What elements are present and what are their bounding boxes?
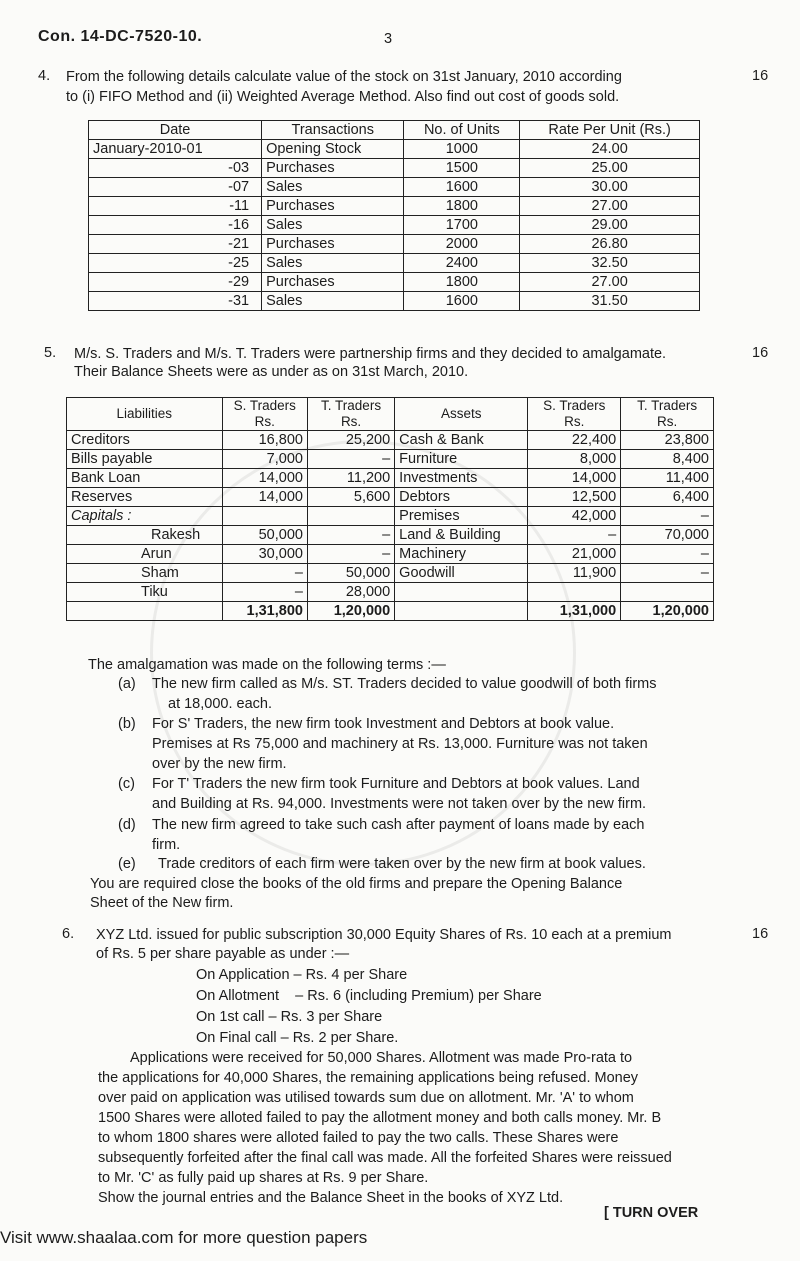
liability-name: Bills payable: [67, 450, 223, 469]
liability-name: Sham: [67, 564, 223, 583]
s-liability-value: [222, 507, 307, 526]
stock-rate: 30.00: [520, 178, 700, 197]
stock-rate: 26.80: [520, 235, 700, 254]
s-asset-value: 8,000: [528, 450, 621, 469]
stock-units: 2400: [404, 254, 520, 273]
q6-final-instruction: Show the journal entries and the Balance Sheet in the books of XYZ Ltd.: [98, 1190, 564, 1206]
asset-name: Machinery: [395, 545, 528, 564]
col-rate: Rate Per Unit (Rs.): [520, 121, 700, 140]
col-date: Date: [89, 121, 262, 140]
stock-units: 2000: [404, 235, 520, 254]
s-asset-value: 11,900: [528, 564, 621, 583]
stock-rate: 29.00: [520, 216, 700, 235]
stock-row: [89, 235, 700, 254]
stock-date: -16: [89, 216, 262, 235]
col-s-traders-liab: S. Traders Rs.: [222, 398, 307, 431]
term-text-line: The new firm agreed to take such cash after payment of loans made by each: [152, 817, 645, 833]
stock-rate: 27.00: [520, 273, 700, 292]
stock-row: [89, 273, 700, 292]
total-liability-name: [67, 602, 223, 621]
stock-date: -03: [89, 159, 262, 178]
liability-name: Rakesh: [67, 526, 223, 545]
stock-transaction: Sales: [262, 216, 404, 235]
t-asset-value: –: [621, 507, 714, 526]
balance-sheet-row: [67, 488, 714, 507]
q6-para-line1: Applications were received for 50,000 Shares. Allotment was made Pro-rata to: [130, 1050, 633, 1066]
t-asset-value: 11,400: [621, 469, 714, 488]
q6-number: 6.: [62, 926, 75, 942]
s-liability-value: 7,000: [222, 450, 307, 469]
balance-sheet-row: [67, 583, 714, 602]
stock-row: [89, 197, 700, 216]
q4-marks: 16: [752, 68, 769, 84]
q6-para-line5: to whom 1800 shares were alloted failed to pay the two calls. These Shares were: [98, 1130, 619, 1146]
s-liability-value: 14,000: [222, 488, 307, 507]
term-text-line: over by the new firm.: [152, 756, 287, 772]
balance-sheet-row: [67, 545, 714, 564]
asset-name: Investments: [395, 469, 528, 488]
s-asset-value: 42,000: [528, 507, 621, 526]
stock-transaction: Purchases: [262, 159, 404, 178]
q5-text-line2: Their Balance Sheets were as under as on 31st March, 2010.: [74, 364, 469, 380]
q5-closing-line1: You are required close the books of the old firms and prepare the Opening Balance: [90, 876, 623, 892]
term-text-line: Trade creditors of each firm were taken over by the new firm at book values.: [158, 856, 646, 872]
s-liability-value: –: [222, 583, 307, 602]
stock-date: -25: [89, 254, 262, 273]
stock-row: [89, 140, 700, 159]
total-s-liability-value: 1,31,800: [222, 602, 307, 621]
t-asset-value: 8,400: [621, 450, 714, 469]
q5-marks: 16: [752, 345, 769, 361]
term-label: (c): [118, 776, 135, 792]
s-asset-value: 14,000: [528, 469, 621, 488]
q6-para-line3: over paid on application was utilised towards sum due on allotment. Mr. 'A' to whom: [98, 1090, 634, 1106]
stock-date: -29: [89, 273, 262, 292]
stock-date: January-2010-01: [89, 140, 262, 159]
term-label: (d): [118, 817, 136, 833]
total-s-asset-value: 1,31,000: [528, 602, 621, 621]
s-liability-value: 16,800: [222, 431, 307, 450]
total-asset-name: [395, 602, 528, 621]
term-label: (e): [118, 856, 136, 872]
s-liability-value: 30,000: [222, 545, 307, 564]
stock-units: 1500: [404, 159, 520, 178]
balance-sheet-row: [67, 564, 714, 583]
term-label: (a): [118, 676, 136, 692]
asset-name: Premises: [395, 507, 528, 526]
stock-units: 1600: [404, 292, 520, 311]
stock-table-header: [89, 121, 700, 140]
stock-transaction: Sales: [262, 178, 404, 197]
col-liabilities: Liabilities: [67, 398, 223, 431]
balance-sheet-row: [67, 450, 714, 469]
liability-name: Creditors: [67, 431, 223, 450]
term-text-line: firm.: [152, 837, 181, 853]
stock-date: -11: [89, 197, 262, 216]
s-asset-value: 22,400: [528, 431, 621, 450]
asset-name: Cash & Bank: [395, 431, 528, 450]
t-asset-value: 70,000: [621, 526, 714, 545]
term-text-line: For T' Traders the new firm took Furniture and Debtors at book values. Land: [152, 776, 640, 792]
paper-code: Con. 14-DC-7520-10.: [38, 28, 203, 45]
stock-row: [89, 216, 700, 235]
schedule-allotment: On Allotment – Rs. 6 (including Premium) per Share: [196, 988, 542, 1004]
col-units: No. of Units: [404, 121, 520, 140]
col-t-traders-liab: T. Traders Rs.: [307, 398, 394, 431]
liability-name: Tiku: [67, 583, 223, 602]
stock-rate: 32.50: [520, 254, 700, 273]
asset-name: Furniture: [395, 450, 528, 469]
schedule-application: On Application – Rs. 4 per Share: [196, 967, 408, 983]
q6-marks: 16: [752, 926, 769, 942]
t-liability-value: –: [307, 450, 394, 469]
t-liability-value: 28,000: [307, 583, 394, 602]
stock-transaction: Sales: [262, 292, 404, 311]
s-liability-value: –: [222, 564, 307, 583]
q6-para-line6: subsequently forfeited after the final call was made. All the forfeited Shares were reissued: [98, 1150, 672, 1166]
t-liability-value: [307, 507, 394, 526]
stock-units: 1800: [404, 197, 520, 216]
liability-name: Bank Loan: [67, 469, 223, 488]
liability-name: Reserves: [67, 488, 223, 507]
q6-para-line2: the applications for 40,000 Shares, the remaining applications being refused. Money: [98, 1070, 639, 1086]
s-asset-value: 12,500: [528, 488, 621, 507]
page-number: 3: [384, 31, 393, 47]
asset-name: [395, 583, 528, 602]
balance-sheet-table: [66, 397, 714, 621]
stock-row: [89, 159, 700, 178]
stock-transaction: Purchases: [262, 235, 404, 254]
balance-sheet-row: [67, 469, 714, 488]
asset-name: Goodwill: [395, 564, 528, 583]
balance-sheet-row: [67, 431, 714, 450]
schedule-final-call: On Final call – Rs. 2 per Share.: [196, 1030, 399, 1046]
balance-sheet-header: [67, 398, 714, 431]
q4-number: 4.: [38, 68, 51, 84]
t-asset-value: 6,400: [621, 488, 714, 507]
liability-name: Arun: [67, 545, 223, 564]
stock-row: [89, 292, 700, 311]
stock-transaction: Purchases: [262, 273, 404, 292]
s-liability-value: 14,000: [222, 469, 307, 488]
t-liability-value: 11,200: [307, 469, 394, 488]
stock-units: 1600: [404, 178, 520, 197]
stock-rate: 27.00: [520, 197, 700, 216]
term-text-line: The new firm called as M/s. ST. Traders decided to value goodwill of both firms: [152, 676, 657, 692]
q4-text-line1: From the following details calculate value of the stock on 31st January, 2010 according: [66, 69, 622, 85]
stock-date: -21: [89, 235, 262, 254]
stock-date: -07: [89, 178, 262, 197]
col-t-traders-assets: T. Traders Rs.: [621, 398, 714, 431]
amalgamation-intro: The amalgamation was made on the following terms :—: [88, 657, 446, 673]
t-asset-value: 23,800: [621, 431, 714, 450]
t-liability-value: –: [307, 545, 394, 564]
stock-units: 1000: [404, 140, 520, 159]
col-s-traders-assets: S. Traders Rs.: [528, 398, 621, 431]
stock-rate: 25.00: [520, 159, 700, 178]
balance-sheet-row: [67, 526, 714, 545]
t-asset-value: [621, 583, 714, 602]
stock-row: [89, 178, 700, 197]
t-asset-value: –: [621, 545, 714, 564]
stock-units: 1700: [404, 216, 520, 235]
t-asset-value: –: [621, 564, 714, 583]
q5-number: 5.: [44, 345, 57, 361]
stock-date: -31: [89, 292, 262, 311]
total-t-asset-value: 1,20,000: [621, 602, 714, 621]
term-text-line: and Building at Rs. 94,000. Investments were not taken over by the new firm.: [152, 796, 647, 812]
total-t-liability-value: 1,20,000: [307, 602, 394, 621]
asset-name: Land & Building: [395, 526, 528, 545]
col-transactions: Transactions: [262, 121, 404, 140]
s-liability-value: 50,000: [222, 526, 307, 545]
footer-link[interactable]: Visit www.shaalaa.com for more question papers: [0, 1228, 368, 1247]
balance-sheet-totals: [67, 602, 714, 621]
stock-transaction: Opening Stock: [262, 140, 404, 159]
q4-text-line2: to (i) FIFO Method and (ii) Weighted Average Method. Also find out cost of goods sold.: [66, 89, 620, 105]
q6-text-line1: XYZ Ltd. issued for public subscription 30,000 Equity Shares of Rs. 10 each at a premium: [96, 927, 672, 943]
t-liability-value: 50,000: [307, 564, 394, 583]
stock-transaction: Sales: [262, 254, 404, 273]
q6-para-line7: to Mr. 'C' as fully paid up shares at Rs. 9 per Share.: [98, 1170, 429, 1186]
term-text-line: For S' Traders, the new firm took Investment and Debtors at book value.: [152, 716, 615, 732]
t-liability-value: –: [307, 526, 394, 545]
s-asset-value: –: [528, 526, 621, 545]
liability-name: Capitals :: [67, 507, 223, 526]
stock-units: 1800: [404, 273, 520, 292]
t-liability-value: 25,200: [307, 431, 394, 450]
schedule-first-call: On 1st call – Rs. 3 per Share: [196, 1009, 383, 1025]
q6-text-line2: of Rs. 5 per share payable as under :—: [96, 946, 350, 962]
term-label: (b): [118, 716, 136, 732]
q5-text-line1: M/s. S. Traders and M/s. T. Traders were partnership firms and they decided to amalgamate.: [74, 346, 667, 362]
stock-row: [89, 254, 700, 273]
s-asset-value: 21,000: [528, 545, 621, 564]
t-liability-value: 5,600: [307, 488, 394, 507]
turn-over: [ TURN OVER: [604, 1205, 699, 1221]
term-text-line: Premises at Rs 75,000 and machinery at Rs. 13,000. Furniture was not taken: [152, 736, 648, 752]
stock-rate: 31.50: [520, 292, 700, 311]
term-text-line: at 18,000. each.: [168, 696, 272, 712]
balance-sheet-row: [67, 507, 714, 526]
q5-closing-line2: Sheet of the New firm.: [90, 895, 234, 911]
stock-rate: 24.00: [520, 140, 700, 159]
s-asset-value: [528, 583, 621, 602]
asset-name: Debtors: [395, 488, 528, 507]
stock-table: [88, 120, 700, 311]
stock-transaction: Purchases: [262, 197, 404, 216]
col-assets: Assets: [395, 398, 528, 431]
q6-para-line4: 1500 Shares were alloted failed to pay the allotment money and both calls money. Mr. B: [98, 1110, 662, 1126]
